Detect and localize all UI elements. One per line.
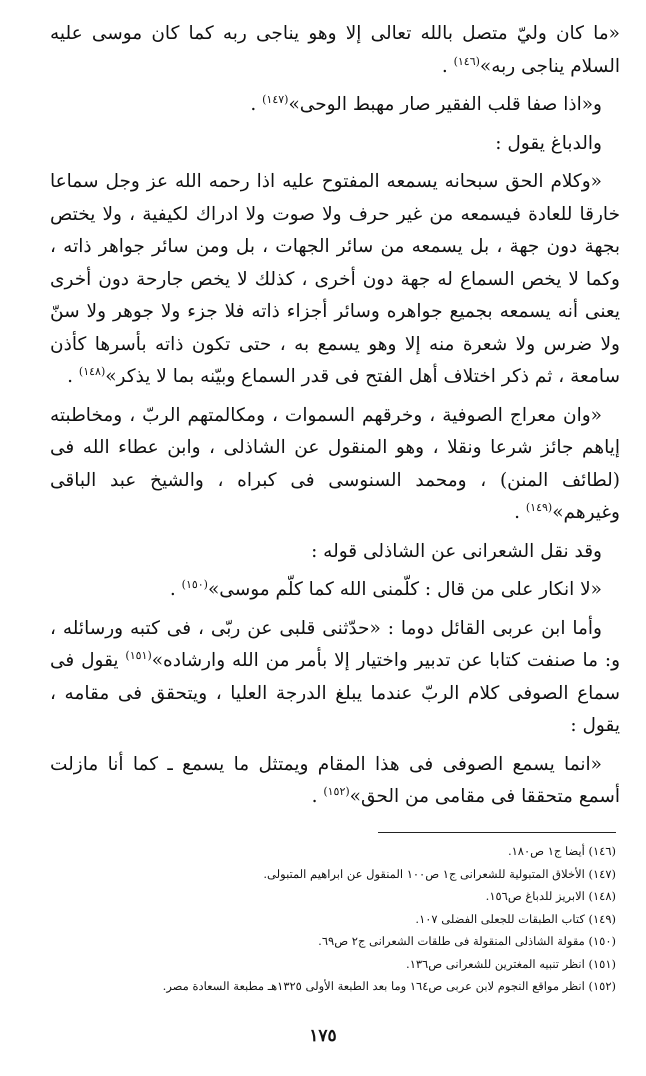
paragraph-4: «وكلام الحق سبحانه يسمعه المفتوح عليه اذا رحمه الله عز وجل سماعا خارقا للعادة فيسمعه من غير حرف ولا صوت ولا ادراك لكيفية ، ولا يختص بجهة دون جهة ، بل يسمعه من سائر الجهات ، بل ومن سائر جواهر ذاته ، وكما لا يخص السماع له جهة دون أخرى ، كذلك لا يخص جارحة دون أخرى يعنى أنه يسمعه بجميع جواهره وسائر أجزاء ذاته فلا جزء ولا جوهر ولا سنّ ولا ضرس ولا شعرة منه إلا وهو يسمع به ، حتى تكون ذاته بأسرها كأذن سامعة ، ثم ذكر اختلاف أهل الفتح فى قدر السماع وبيّنه بما لا يذكر»$^{(١٤٨)}$ . (50, 171, 620, 387)
footnotes (50, 840, 616, 998)
paragraph-7: «لا انكار على من قال : كلّمنى الله كما كلّم موسى»$^{(١٥٠)}$ . (169, 577, 602, 600)
footnote-ref-151[interactable]: (١٥١) (125, 648, 152, 662)
footnote-150: (١٥٠) مقولة الشاذلى المنقولة فى طلقات الشعرانى ج٢ ص٦٩. (318, 934, 616, 948)
paragraph-1: «ما كان وليّ متصل بالله تعالى إلا وهو يناجى ربه كما كان موسى عليه السلام يناجى ربه»$^{(١٤٦)}$ . (50, 23, 620, 77)
footnote-147: (١٤٧) الأخلاق المتبولية للشعرانى ج١ ص١٠٠ المنقول عن ابراهيم المتبولى. (263, 866, 616, 881)
paragraph-6: وقد نقل الشعرانى عن الشاذلى قوله : (311, 540, 602, 562)
footnote-151: (١٥١) انظر تنبيه المغترين للشعرانى ص١٣٦. (406, 956, 616, 971)
paragraph-8: وأما ابن عربى القائل دوما : «حدّثنى قلبى عن ربّى ، فى كتبه ورسائله ، و: ما صنفت كتابا عن تدبير واختيار إلا بأمر من الله وارشاده»$^{(١٥١)}$ يقول فى سماع الصوفى كلام الربّ عندما يبلغ الدرجة العليا ، ويتحقق فى مقامه ، يقول : (50, 617, 620, 736)
footnote-divider (378, 832, 616, 833)
body-text (50, 18, 620, 820)
footnote-ref-152[interactable]: (١٥٢) (323, 784, 350, 798)
footnote-ref-146[interactable]: (١٤٦) (453, 54, 480, 68)
paragraph-3: والدباغ يقول : (495, 132, 602, 154)
footnote-ref-150[interactable]: (١٥٠) (181, 577, 208, 591)
footnote-ref-149[interactable]: (١٤٩) (525, 500, 553, 514)
footnote-152: (١٥٢) انظر مواقع النجوم لابن عربى ص١٦٤ وما بعد الطبعة الأولى ١٣٢٥هـ مطبعة السعادة مصر. (162, 979, 616, 993)
paragraph-2: و«اذا صفا قلب الفقير صار مهبط الوحى»$^{(١٤٧)}$ . (250, 92, 602, 115)
footnote-149: (١٤٩) كتاب الطبقات للجعلى الفضلى ١٠٧. (415, 911, 616, 926)
footnote-148: (١٤٨) الابريز للدباغ ص١٥٦. (485, 889, 616, 903)
page-number: ١٧٥ (309, 1026, 337, 1046)
paragraph-5: «وان معراج الصوفية ، وخرقهم السموات ، ومكالمتهم الربّ ، ومخاطبته إياهم جائز شرعا ونقلا ، وهو المنقول عن الشاذلى ، وابن عطاء الله فى (لطائف المنن) ، ومحمد السنوسى فى كبراه ، والشيخ عبد الباقى وغيرهم»$^{(١٤٩)}$ . (50, 404, 620, 523)
footnote-ref-147[interactable]: (١٤٧) (262, 92, 289, 106)
paragraph-9: «انما يسمع الصوفى فى هذا المقام ويمتثل ما يسمع ـ كما أنا مازلت أسمع متحققا فى مقامى من الحق»$^{(١٥٢)}$ . (50, 753, 620, 807)
footnote-ref-148[interactable]: (١٤٨) (78, 364, 106, 378)
footnote-146: (١٤٦) أيضا ج١ ص١٨٠. (507, 844, 616, 858)
